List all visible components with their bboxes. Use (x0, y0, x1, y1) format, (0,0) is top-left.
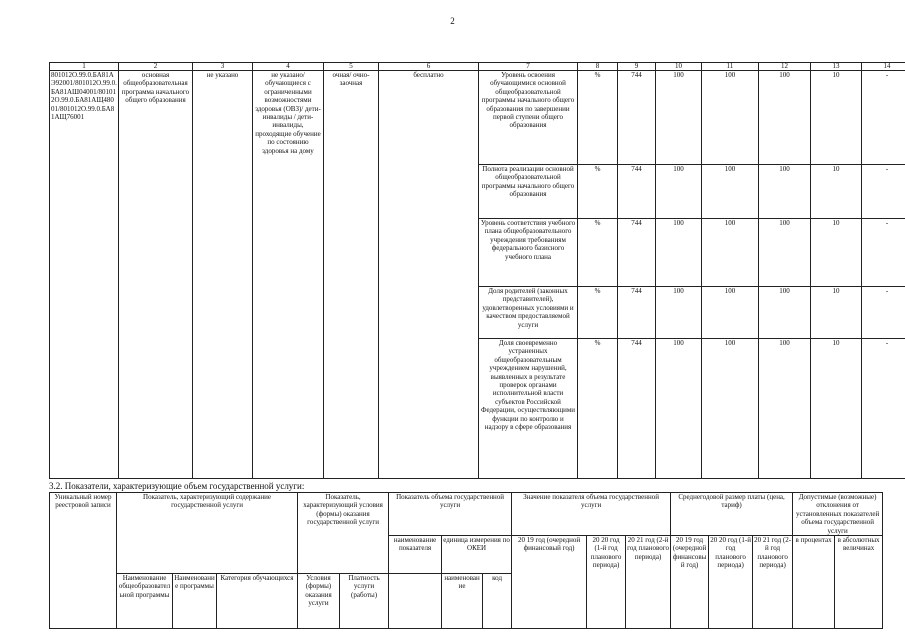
okei-code: 744 (618, 287, 656, 339)
value-year3: 100 (759, 71, 811, 165)
header-year-1: 20 19 год (очередной финансовый год) (512, 536, 587, 629)
col-number: 13 (811, 63, 862, 71)
value-year2: 100 (702, 219, 759, 287)
subheader-program-name: Наименование программы (173, 574, 217, 629)
col-number: 9 (618, 63, 656, 71)
okei-code: 744 (618, 219, 656, 287)
unit: % (578, 165, 618, 219)
col-number: 1 (50, 63, 119, 71)
unit: % (578, 71, 618, 165)
value-year3: 100 (759, 165, 811, 219)
header-price-1: 20 19 год (очередной финансовый год) (671, 536, 709, 629)
deviation-percent: 10 (811, 339, 862, 479)
header-value: Значение показателя объема государственной услуги (512, 493, 671, 536)
col-number: 7 (479, 63, 578, 71)
quality-indicators-table (49, 62, 905, 479)
value-year2: 100 (702, 287, 759, 339)
header-volume-unit: единица измерения по ОКЕИ (442, 536, 512, 574)
deviation-absolute: - (862, 339, 905, 479)
value-year2: 100 (702, 339, 759, 479)
header-deviation: Допустимые (возможные) отклонения от установленных показателей объема государственной услуги (793, 493, 883, 536)
value-year1: 100 (656, 339, 702, 479)
deviation-absolute: - (862, 219, 905, 287)
deviation-absolute: - (862, 71, 905, 165)
value-year3: 100 (759, 339, 811, 479)
indicator-name: Уровень соответствия учебного плана общеобразовательного учреждения требованиям федерального базисного учебного плана (479, 219, 578, 287)
indicator-name: Доля своевременно устраненных общеобразовательным учреждением нарушений, выявленных в результате проверок органами исполнительной власти субъектов Российской Федерации, осуществляющими функции по контролю и надзору в сфере образования (479, 339, 578, 479)
col-number: 4 (253, 63, 324, 71)
col-number: 6 (379, 63, 479, 71)
col-number: 14 (862, 63, 905, 71)
service-form: очная/ очно-заочная (324, 71, 379, 479)
header-price-3: 20 21 год (2-й год планового периода) (753, 536, 793, 629)
deviation-percent: 10 (811, 165, 862, 219)
table-row (50, 71, 905, 165)
page-number: 2 (450, 16, 455, 26)
header-registry: Уникальный номер реестровой записи (50, 493, 117, 629)
header-content: Показатель, характеризующий содержание государственной услуги (117, 493, 298, 574)
service-conditions: не указано/ обучающиеся с ограниченными возможностями здоровья (ОВЗ)/ дети-инвалиды / дети-инвалиды, проходящие обучение по состоянию здоровья на дому (253, 71, 324, 479)
col-number: 11 (702, 63, 759, 71)
header-price-2: 20 20 год (1-й год планового периода) (709, 536, 753, 629)
header-year-3: 20 21 год (2-й год планового периода) (626, 536, 671, 629)
col-number: 10 (656, 63, 702, 71)
section-title: 3.2. Показатели, характеризующие объем государственной услуги: (49, 481, 305, 491)
subheader-program: Наименование общеобразовательной программы (117, 574, 173, 629)
subheader-category: Категория обучающихся (217, 574, 298, 629)
deviation-absolute: - (862, 165, 905, 219)
value-year2: 100 (702, 71, 759, 165)
header-year-2: 20 20 год (1-й год планового периода) (587, 536, 626, 629)
value-year3: 100 (759, 287, 811, 339)
payment-type: бесплатно (379, 71, 479, 479)
col-number: 3 (193, 63, 253, 71)
header-volume-name: наименование показателя (389, 536, 442, 574)
col-number: 12 (759, 63, 811, 71)
subheader-conditions: Условия (формы) оказания услуги (298, 574, 340, 629)
unit: % (578, 339, 618, 479)
indicator-name: Уровень освоения обучающимися основной общеобразовательной программы начального общего образования по завершении первой ступени общего образования (479, 71, 578, 165)
col-number: 8 (578, 63, 618, 71)
value-year1: 100 (656, 71, 702, 165)
header-in-percent: в процентах (793, 536, 835, 629)
subheader-payment: Платность услуги (работы) (340, 574, 389, 629)
header-conditions: Показатель, характеризующий условия (формы) оказания государственной услуги (298, 493, 389, 574)
okei-code: 744 (618, 339, 656, 479)
indicator-name: Доля родителей (законных представителей), удовлетворенных условиями и качеством предоставляемой услуги (479, 287, 578, 339)
deviation-percent: 10 (811, 71, 862, 165)
unit: % (578, 219, 618, 287)
header-volume: Показатель объема государственной услуги (389, 493, 512, 536)
header-in-absolute: в абсолютных величинах (835, 536, 883, 629)
column-number-row (50, 63, 905, 71)
student-category: не указано (193, 71, 253, 479)
okei-code: 744 (618, 71, 656, 165)
value-year2: 100 (702, 165, 759, 219)
value-year1: 100 (656, 287, 702, 339)
header-price: Среднегодовой размер платы (цена, тариф) (671, 493, 793, 536)
col-number: 2 (119, 63, 193, 71)
deviation-absolute: - (862, 287, 905, 339)
volume-indicators-table (49, 492, 883, 629)
subheader-code: код (483, 574, 512, 629)
registry-number: 801012О.99.0.БА81АЭ92001/801012О.99.0.БА81АШ04001/801012О.99.0.БА81АЩ48001/801012О.99.0.БА81АЩ76001 (50, 71, 119, 479)
okei-code: 744 (618, 165, 656, 219)
program-name: основная общеобразовательная программа начального общего образования (119, 71, 193, 479)
value-year3: 100 (759, 219, 811, 287)
deviation-percent: 10 (811, 219, 862, 287)
deviation-percent: 10 (811, 287, 862, 339)
unit: % (578, 287, 618, 339)
indicator-name: Полнота реализации основной общеобразовательной программы начального общего образования (479, 165, 578, 219)
subheader-empty (389, 574, 442, 629)
value-year1: 100 (656, 219, 702, 287)
col-number: 5 (324, 63, 379, 71)
value-year1: 100 (656, 165, 702, 219)
subheader-name: наименование (442, 574, 483, 629)
